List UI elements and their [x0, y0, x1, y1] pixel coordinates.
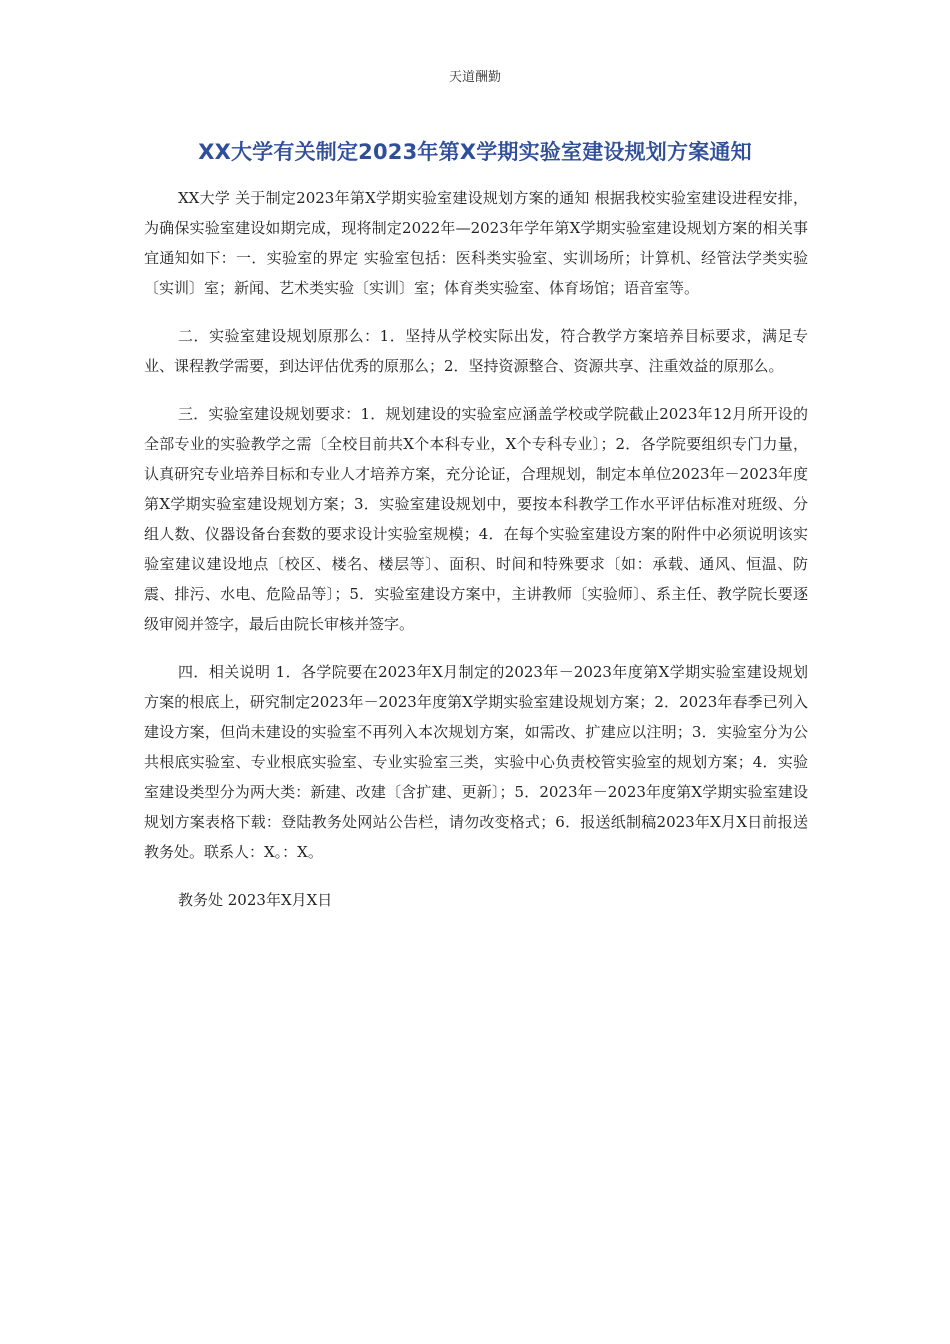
- document-body: [144, 183, 808, 933]
- document-title: XX大学有关制定2023年第X学期实验室建设规划方案通知: [198, 140, 752, 164]
- paragraph-intro: XX大学 关于制定2023年第X学期实验室建设规划方案的通知 根据我校实验室建设进程安排，为确保实验室建设如期完成，现将制定2022年—2023年学年第X学期实验室建设规划方案的相关事宜通知如下：一．实验室的界定 实验室包括：医科类实验室、实训场所；计算机、经管法学类实验〔实训〕室；新闻、艺术类实验〔实训〕室；体育类实验室、体育场馆；语音室等。: [144, 189, 808, 297]
- page-header-mark: 天道酬勤: [448, 70, 501, 85]
- paragraph-notes: 四．相关说明 1．各学院要在2023年X月制定的2023年－2023年度第X学期实验室建设规划方案的根底上，研究制定2023年－2023年度第X学期实验室建设规划方案；2．2023年春季已列入建设方案，但尚未建设的实验室不再列入本次规划方案，如需改、扩建应以注明；3．实验室分为公共根底实验室、专业根底实验室、专业实验室三类，实验中心负责校管实验室的规划方案；4．实验室建设类型分为两大类：新建、改建〔含扩建、更新〕；5．2023年－2023年度第X学期实验室建设规划方案表格下载：登陆教务处网站公告栏，请勿改变格式；6．报送纸制稿2023年X月X日前报送教务处。联系人：X。：X。: [144, 663, 808, 861]
- paragraph-requirements: 三．实验室建设规划要求：1．规划建设的实验室应涵盖学校或学院截止2023年12月所开设的全部专业的实验教学之需〔全校目前共X个本科专业，X个专科专业〕；2．各学院要组织专门力量，认真研究专业培养目标和专业人才培养方案，充分论证，合理规划，制定本单位2023年－2023年度第X学期实验室建设规划方案；3．实验室建设规划中，要按本科教学工作水平评估标准对班级、分组人数、仪器设备台套数的要求设计实验室规模；4．在每个实验室建设方案的附件中必须说明该实验室建议建设地点〔校区、楼名、楼层等〕、面积、时间和特殊要求〔如：承载、通风、恒温、防震、排污、水电、危险品等〕；5．实验室建设方案中，主讲教师〔实验师〕、系主任、教学院长要逐级审阅并签字，最后由院长审核并签字。: [144, 405, 808, 633]
- signature-line: 教务处 2023年X月X日: [178, 891, 333, 909]
- paragraph-principles: 二．实验室建设规划原那么：1．坚持从学校实际出发，符合教学方案培养目标要求，满足专业、课程教学需要，到达评估优秀的原那么；2．坚持资源整合、资源共享、注重效益的原那么。: [144, 327, 808, 375]
